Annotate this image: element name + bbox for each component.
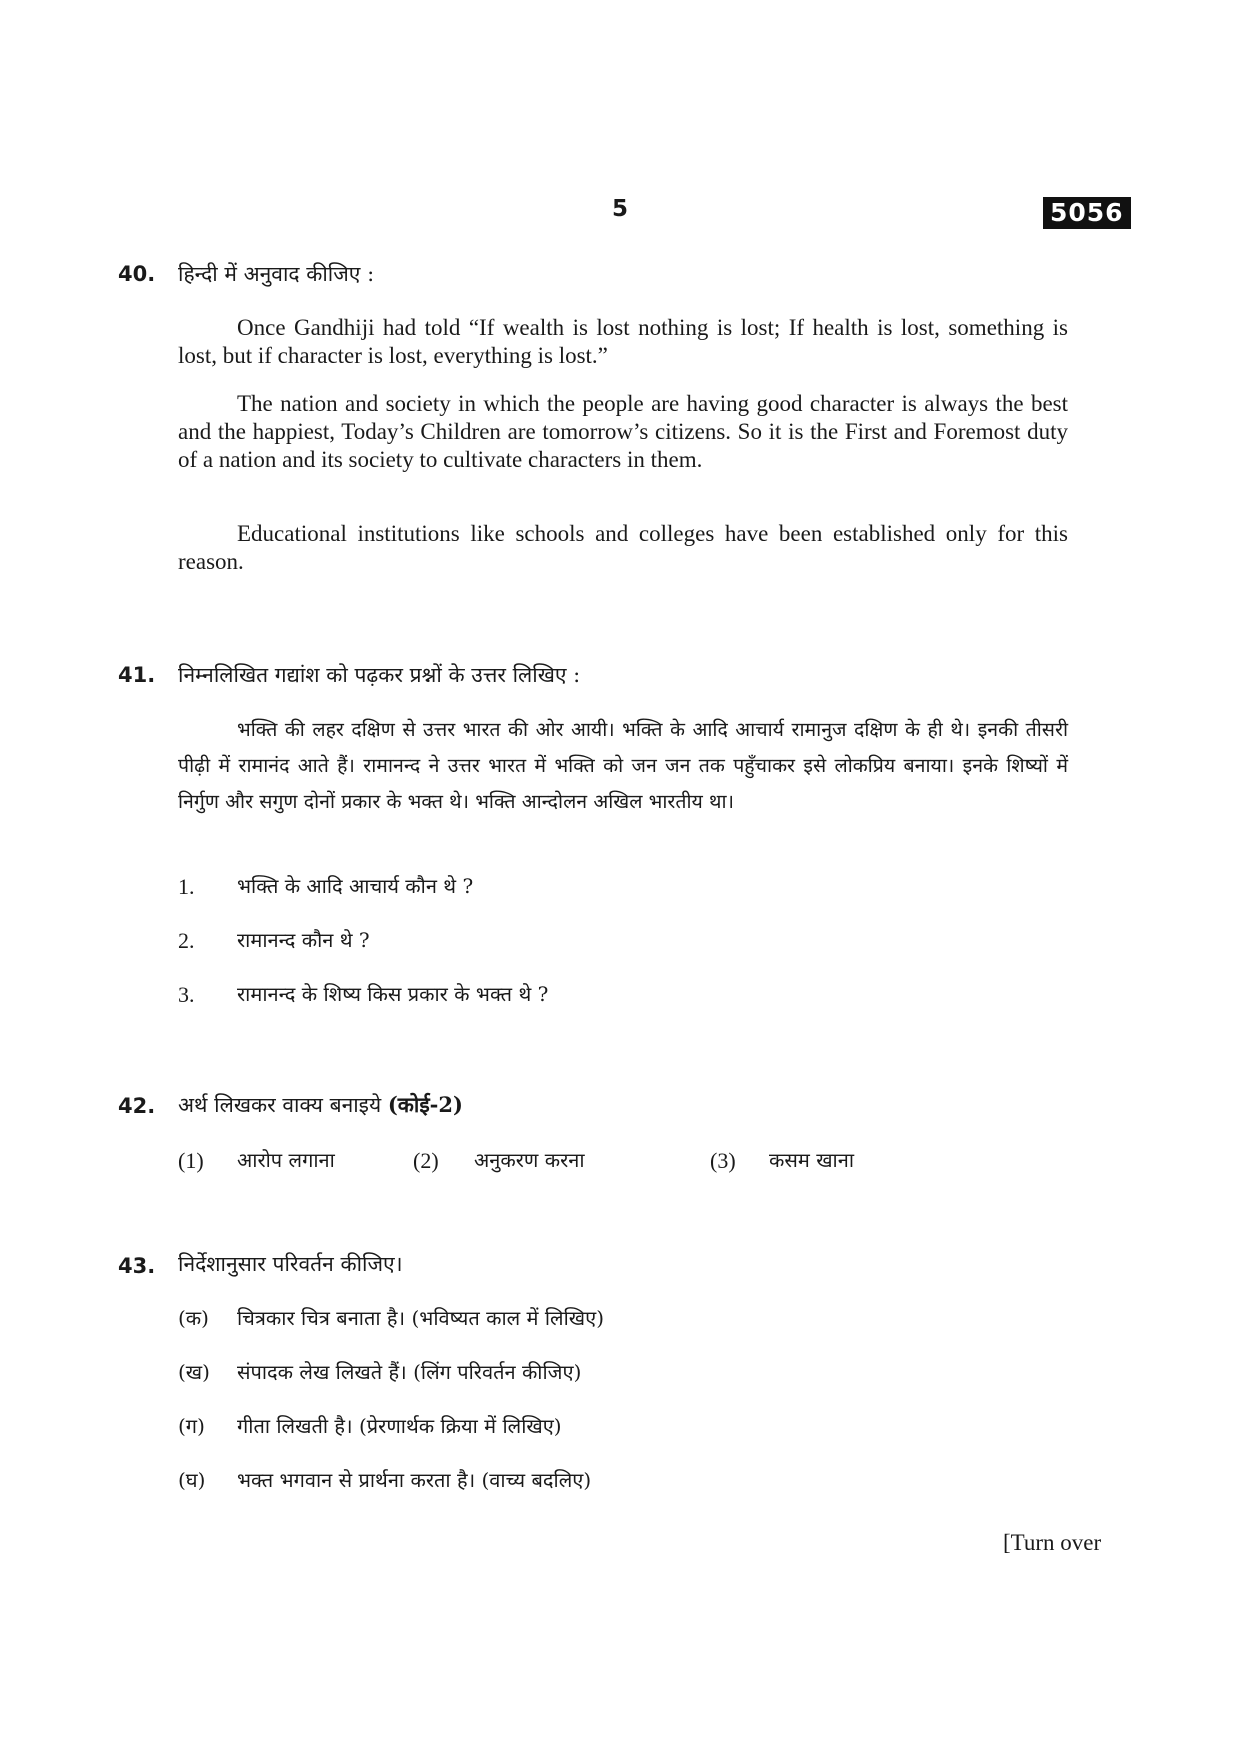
subquestion-text: रामानन्द कौन थे ? — [237, 928, 370, 952]
page-number: 5 — [611, 196, 628, 222]
subquestion-number: 1. — [178, 874, 195, 899]
question-40-instruction: हिन्दी में अनुवाद कीजिए : — [178, 262, 375, 286]
subquestion-text: भक्ति के आदि आचार्य कौन थे ? — [237, 874, 474, 898]
question-42-instruction-bold: (कोई-2) — [387, 1092, 463, 1117]
option-1-text: आरोप लगाना — [237, 1148, 335, 1172]
question-43-instruction: निर्देशानुसार परिवर्तन कीजिए। — [178, 1252, 403, 1276]
option-2-text: अनुकरण करना — [474, 1148, 585, 1172]
option-3-number: (3) — [710, 1148, 736, 1173]
question-43-item-gha-label: (घ) — [178, 1468, 206, 1492]
question-43-item-kha-text: संपादक लेख लिखते हैं। (लिंग परिवर्तन कीजिए) — [237, 1360, 582, 1384]
question-40-paragraph-1: Once Gandhiji had told “If wealth is lost nothing is lost; If health is lost, something is lost, but if character is lost, everything is lost.” — [178, 315, 1068, 368]
subquestion-number: 3. — [178, 982, 195, 1007]
option-1-number: (1) — [178, 1148, 204, 1173]
question-41-subquestion-3 — [178, 982, 549, 1008]
question-40-number: 40. — [118, 262, 156, 286]
question-41-instruction: निम्नलिखित गद्यांश को पढ़कर प्रश्नों के उत्तर लिखिए : — [178, 663, 581, 687]
subquestion-text: रामानन्द के शिष्य किस प्रकार के भक्त थे ? — [237, 982, 549, 1006]
question-41-subquestion-1 — [178, 874, 474, 900]
option-2-number: (2) — [413, 1148, 439, 1173]
question-43-item-ka-label: (क) — [178, 1306, 209, 1330]
question-40-paragraph-2: The nation and society in which the people are having good character is always the best and the happiest, Today’s Children are tomorrow’s citizens. So it is the First and Foremost duty of a nation and its society to cultivate characters in them. — [178, 391, 1068, 472]
question-43-item-gha-text: भक्त भगवान से प्रार्थना करता है। (वाच्य बदलिए) — [237, 1468, 592, 1492]
question-42-instruction — [178, 1091, 463, 1119]
question-43-number: 43. — [118, 1254, 156, 1278]
subquestion-number: 2. — [178, 928, 195, 953]
question-42-instruction-text: अर्थ लिखकर वाक्य बनाइये — [178, 1093, 382, 1117]
question-40-paragraph-3: Educational institutions like schools and colleges have been established only for this reason. — [178, 521, 1068, 574]
question-42-number: 42. — [118, 1094, 156, 1118]
question-41-subquestion-2 — [178, 928, 370, 954]
question-43-item-ga-label: (ग) — [178, 1414, 205, 1438]
turn-over-note: [Turn over — [1003, 1530, 1102, 1555]
question-43-item-kha-label: (ख) — [178, 1360, 210, 1384]
question-41-number: 41. — [118, 663, 156, 687]
option-3-text: कसम खाना — [769, 1148, 855, 1172]
paper-code-badge: 5056 — [1043, 197, 1131, 229]
question-43-item-ga-text: गीता लिखती है। (प्रेरणार्थक क्रिया में लिखिए) — [237, 1414, 562, 1438]
question-43-item-ka-text: चित्रकार चित्र बनाता है। (भविष्यत काल में लिखिए) — [237, 1306, 605, 1330]
question-41-passage: भक्ति की लहर दक्षिण से उत्तर भारत की ओर आयी। भक्ति के आदि आचार्य रामानुज दक्षिण के ही थे। इनकी तीसरी पीढ़ी में रामानंद आते हैं। रामानन्द ने उत्तर भारत में भक्ति को जन जन तक पहुँचाकर इसे लोकप्रिय बनाया। इनके शिष्यों में निर्गुण और सगुण दोनों प्रकार के भक्त थे। भक्ति आन्दोलन अखिल भारतीय था। — [178, 718, 1068, 813]
